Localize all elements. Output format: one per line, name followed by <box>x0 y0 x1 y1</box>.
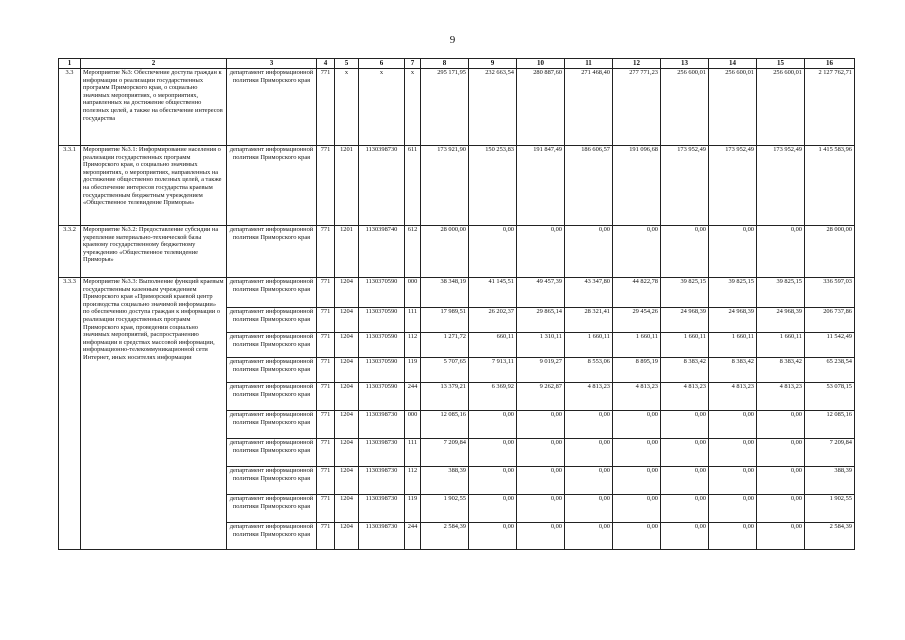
column-header: 14 <box>709 59 757 69</box>
year-value: 28 000,00 <box>421 226 469 278</box>
year-value: 1 310,11 <box>517 333 565 358</box>
year-value: 8 895,19 <box>613 358 661 383</box>
row-code: 3.3.2 <box>59 226 81 278</box>
year-value: 0,00 <box>517 439 565 467</box>
ministry-code: 771 <box>317 467 335 495</box>
year-value: 26 202,37 <box>469 308 517 333</box>
year-value: 8 383,42 <box>661 358 709 383</box>
section-code: 1201 <box>335 146 359 226</box>
year-value: 0,00 <box>709 439 757 467</box>
year-value: 28 321,41 <box>565 308 613 333</box>
expense-type-code: 119 <box>405 495 421 523</box>
total-value: 53 078,15 <box>805 383 855 411</box>
year-value: 0,00 <box>517 523 565 550</box>
year-value: 173 952,49 <box>661 146 709 226</box>
year-value: 4 813,23 <box>757 383 805 411</box>
year-value: 0,00 <box>565 439 613 467</box>
ministry-code: 771 <box>317 439 335 467</box>
ministry-code: 771 <box>317 383 335 411</box>
department-cell: департамент информационной политики Приморского края <box>227 146 317 226</box>
header-row <box>59 59 855 69</box>
target-article-code: 1130370590 <box>359 383 405 411</box>
ministry-code: 771 <box>317 523 335 550</box>
activity-description: Мероприятие №3.2: Предоставление субсидии на укрепление материально-технической базы краевому государственному бюджетному учреждению «Общественное телевидение Приморья» <box>81 226 227 278</box>
expense-type-code: 111 <box>405 308 421 333</box>
year-value: 0,00 <box>709 495 757 523</box>
year-value: 0,00 <box>709 226 757 278</box>
expense-type-code: х <box>405 69 421 146</box>
section-code: 1204 <box>335 439 359 467</box>
expense-type-code: 111 <box>405 439 421 467</box>
column-header: 6 <box>359 59 405 69</box>
year-value: 0,00 <box>517 226 565 278</box>
expense-type-code: 244 <box>405 383 421 411</box>
target-article-code: 1130398730 <box>359 439 405 467</box>
department-cell: департамент информационной политики Приморского края <box>227 467 317 495</box>
target-article-code: 1130398740 <box>359 226 405 278</box>
year-value: 173 952,49 <box>757 146 805 226</box>
column-header: 16 <box>805 59 855 69</box>
year-value: 256 600,01 <box>709 69 757 146</box>
year-value: 0,00 <box>565 523 613 550</box>
column-header: 7 <box>405 59 421 69</box>
total-value: 11 542,49 <box>805 333 855 358</box>
ministry-code: 771 <box>317 146 335 226</box>
year-value: 7 913,11 <box>469 358 517 383</box>
section-code: 1204 <box>335 358 359 383</box>
section-code: 1204 <box>335 411 359 439</box>
year-value: 1 660,11 <box>613 333 661 358</box>
department-cell: департамент информационной политики Приморского края <box>227 278 317 308</box>
section-code: 1204 <box>335 333 359 358</box>
expense-type-code: 112 <box>405 467 421 495</box>
year-value: 0,00 <box>661 411 709 439</box>
year-value: 0,00 <box>565 226 613 278</box>
year-value: 6 369,92 <box>469 383 517 411</box>
year-value: 256 600,01 <box>757 69 805 146</box>
expense-type-code: 000 <box>405 411 421 439</box>
year-value: 43 347,80 <box>565 278 613 308</box>
column-header: 12 <box>613 59 661 69</box>
total-value: 1 415 583,96 <box>805 146 855 226</box>
department-cell: департамент информационной политики Приморского края <box>227 333 317 358</box>
year-value: 0,00 <box>661 523 709 550</box>
activity-description: Мероприятие №3.3: Выполнение функций краевым государственным казенным учреждением Приморского края «Приморский краевой центр производства социально значимой информации» по обеспечению доступа граждан к информации о реализации государственных программ Приморского края, проведении социально значимых мероприятий, распространению информации в средствах массовой информации, информационно-телекоммуникационной сети Интернет, иных носителях информации <box>81 278 227 550</box>
ministry-code: 771 <box>317 278 335 308</box>
year-value: 39 825,15 <box>757 278 805 308</box>
department-cell: департамент информационной политики Приморского края <box>227 308 317 333</box>
year-value: 0,00 <box>565 495 613 523</box>
target-article-code: 1130370590 <box>359 358 405 383</box>
row-code: 3.3 <box>59 69 81 146</box>
year-value: 38 348,19 <box>421 278 469 308</box>
ministry-code: 771 <box>317 411 335 439</box>
table-row <box>59 278 855 308</box>
table-body <box>59 69 855 550</box>
year-value: 4 813,23 <box>661 383 709 411</box>
section-code: 1204 <box>335 495 359 523</box>
ministry-code: 771 <box>317 358 335 383</box>
year-value: 0,00 <box>757 226 805 278</box>
year-value: 1 902,55 <box>421 495 469 523</box>
column-header: 2 <box>81 59 227 69</box>
page-number: 9 <box>449 34 456 46</box>
year-value: 0,00 <box>661 495 709 523</box>
total-value: 388,39 <box>805 467 855 495</box>
row-code: 3.3.1 <box>59 146 81 226</box>
year-value: 39 825,15 <box>661 278 709 308</box>
year-value: 0,00 <box>709 411 757 439</box>
expense-type-code: 119 <box>405 358 421 383</box>
year-value: 1 660,11 <box>565 333 613 358</box>
year-value: 24 968,39 <box>757 308 805 333</box>
year-value: 0,00 <box>661 439 709 467</box>
year-value: 8 383,42 <box>709 358 757 383</box>
total-value: 7 209,84 <box>805 439 855 467</box>
year-value: 12 085,16 <box>421 411 469 439</box>
year-value: 44 822,78 <box>613 278 661 308</box>
activity-description: Мероприятие №3.1: Информирование населения о реализации государственных программ Приморского края, о социально значимых мероприятиях, о мероприятиях, направленных на достижение общественно полезных целей, а также на обеспечение интересов государства краевым государственным бюджетным учреждением «Общественное телевидение Приморья» <box>81 146 227 226</box>
year-value: 0,00 <box>469 226 517 278</box>
year-value: 24 968,39 <box>661 308 709 333</box>
expense-type-code: 612 <box>405 226 421 278</box>
section-code: х <box>335 69 359 146</box>
year-value: 173 952,49 <box>709 146 757 226</box>
year-value: 0,00 <box>757 439 805 467</box>
target-article-code: х <box>359 69 405 146</box>
year-value: 280 887,60 <box>517 69 565 146</box>
column-header: 15 <box>757 59 805 69</box>
year-value: 4 813,23 <box>613 383 661 411</box>
year-value: 186 606,57 <box>565 146 613 226</box>
year-value: 9 019,27 <box>517 358 565 383</box>
year-value: 0,00 <box>757 467 805 495</box>
expense-type-code: 112 <box>405 333 421 358</box>
year-value: 150 253,83 <box>469 146 517 226</box>
column-header: 5 <box>335 59 359 69</box>
ministry-code: 771 <box>317 495 335 523</box>
target-article-code: 1130398730 <box>359 146 405 226</box>
department-cell: департамент информационной политики Приморского края <box>227 383 317 411</box>
year-value: 7 209,84 <box>421 439 469 467</box>
year-value: 0,00 <box>613 439 661 467</box>
year-value: 13 379,21 <box>421 383 469 411</box>
table-row <box>59 69 855 146</box>
year-value: 0,00 <box>613 523 661 550</box>
section-code: 1204 <box>335 308 359 333</box>
year-value: 0,00 <box>709 467 757 495</box>
year-value: 0,00 <box>661 226 709 278</box>
year-value: 0,00 <box>757 495 805 523</box>
target-article-code: 1130398730 <box>359 495 405 523</box>
year-value: 0,00 <box>613 411 661 439</box>
year-value: 0,00 <box>517 495 565 523</box>
section-code: 1201 <box>335 226 359 278</box>
year-value: 24 968,39 <box>709 308 757 333</box>
year-value: 8 553,06 <box>565 358 613 383</box>
total-value: 28 000,00 <box>805 226 855 278</box>
year-value: 5 707,65 <box>421 358 469 383</box>
year-value: 2 584,39 <box>421 523 469 550</box>
year-value: 1 660,11 <box>709 333 757 358</box>
year-value: 191 847,49 <box>517 146 565 226</box>
total-value: 2 584,39 <box>805 523 855 550</box>
year-value: 49 457,39 <box>517 278 565 308</box>
column-header: 13 <box>661 59 709 69</box>
year-value: 0,00 <box>469 439 517 467</box>
ministry-code: 771 <box>317 308 335 333</box>
column-header: 9 <box>469 59 517 69</box>
year-value: 17 989,51 <box>421 308 469 333</box>
ministry-code: 771 <box>317 226 335 278</box>
column-header: 8 <box>421 59 469 69</box>
year-value: 29 454,26 <box>613 308 661 333</box>
department-cell: департамент информационной политики Приморского края <box>227 439 317 467</box>
total-value: 336 597,03 <box>805 278 855 308</box>
year-value: 277 771,23 <box>613 69 661 146</box>
year-value: 388,39 <box>421 467 469 495</box>
total-value: 1 902,55 <box>805 495 855 523</box>
column-header: 1 <box>59 59 81 69</box>
year-value: 660,11 <box>469 333 517 358</box>
department-cell: департамент информационной политики Приморского края <box>227 69 317 146</box>
year-value: 0,00 <box>565 467 613 495</box>
section-code: 1204 <box>335 467 359 495</box>
year-value: 0,00 <box>469 467 517 495</box>
year-value: 39 825,15 <box>709 278 757 308</box>
year-value: 0,00 <box>613 467 661 495</box>
department-cell: департамент информационной политики Приморского края <box>227 358 317 383</box>
table-row <box>59 146 855 226</box>
year-value: 0,00 <box>757 523 805 550</box>
year-value: 0,00 <box>469 411 517 439</box>
column-header: 4 <box>317 59 335 69</box>
expense-type-code: 000 <box>405 278 421 308</box>
activity-description: Мероприятие №3: Обеспечение доступа граждан к информации о реализации государственных программ Приморского края, о социально значимых мероприятиях, о мероприятиях, направленных на достижение общественно полезных целей, а также на обеспечение интересов государства <box>81 69 227 146</box>
ministry-code: 771 <box>317 69 335 146</box>
year-value: 0,00 <box>517 467 565 495</box>
total-value: 65 238,54 <box>805 358 855 383</box>
column-header: 11 <box>565 59 613 69</box>
year-value: 9 262,87 <box>517 383 565 411</box>
year-value: 0,00 <box>613 226 661 278</box>
year-value: 0,00 <box>709 523 757 550</box>
year-value: 4 813,23 <box>565 383 613 411</box>
row-code: 3.3.3 <box>59 278 81 550</box>
year-value: 29 865,14 <box>517 308 565 333</box>
department-cell: департамент информационной политики Приморского края <box>227 226 317 278</box>
year-value: 1 271,72 <box>421 333 469 358</box>
year-value: 0,00 <box>613 495 661 523</box>
column-header: 3 <box>227 59 317 69</box>
target-article-code: 1130398730 <box>359 523 405 550</box>
section-code: 1204 <box>335 523 359 550</box>
target-article-code: 1130370590 <box>359 308 405 333</box>
target-article-code: 1130370590 <box>359 333 405 358</box>
expense-type-code: 611 <box>405 146 421 226</box>
year-value: 0,00 <box>757 411 805 439</box>
year-value: 271 468,40 <box>565 69 613 146</box>
total-value: 206 737,86 <box>805 308 855 333</box>
year-value: 0,00 <box>661 467 709 495</box>
total-value: 12 085,16 <box>805 411 855 439</box>
year-value: 4 813,23 <box>709 383 757 411</box>
target-article-code: 1130398730 <box>359 411 405 439</box>
expense-type-code: 244 <box>405 523 421 550</box>
year-value: 0,00 <box>517 411 565 439</box>
department-cell: департамент информационной политики Приморского края <box>227 411 317 439</box>
year-value: 0,00 <box>469 523 517 550</box>
total-value: 2 127 762,71 <box>805 69 855 146</box>
department-cell: департамент информационной политики Приморского края <box>227 523 317 550</box>
column-header: 10 <box>517 59 565 69</box>
year-value: 295 171,95 <box>421 69 469 146</box>
ministry-code: 771 <box>317 333 335 358</box>
year-value: 256 600,01 <box>661 69 709 146</box>
target-article-code: 1130398730 <box>359 467 405 495</box>
year-value: 191 096,68 <box>613 146 661 226</box>
year-value: 1 660,11 <box>757 333 805 358</box>
year-value: 8 383,42 <box>757 358 805 383</box>
budget-table <box>58 58 855 550</box>
target-article-code: 1130370590 <box>359 278 405 308</box>
year-value: 1 660,11 <box>661 333 709 358</box>
year-value: 0,00 <box>469 495 517 523</box>
year-value: 41 145,51 <box>469 278 517 308</box>
year-value: 173 921,90 <box>421 146 469 226</box>
year-value: 0,00 <box>565 411 613 439</box>
section-code: 1204 <box>335 278 359 308</box>
table-row <box>59 226 855 278</box>
section-code: 1204 <box>335 383 359 411</box>
year-value: 232 663,54 <box>469 69 517 146</box>
department-cell: департамент информационной политики Приморского края <box>227 495 317 523</box>
